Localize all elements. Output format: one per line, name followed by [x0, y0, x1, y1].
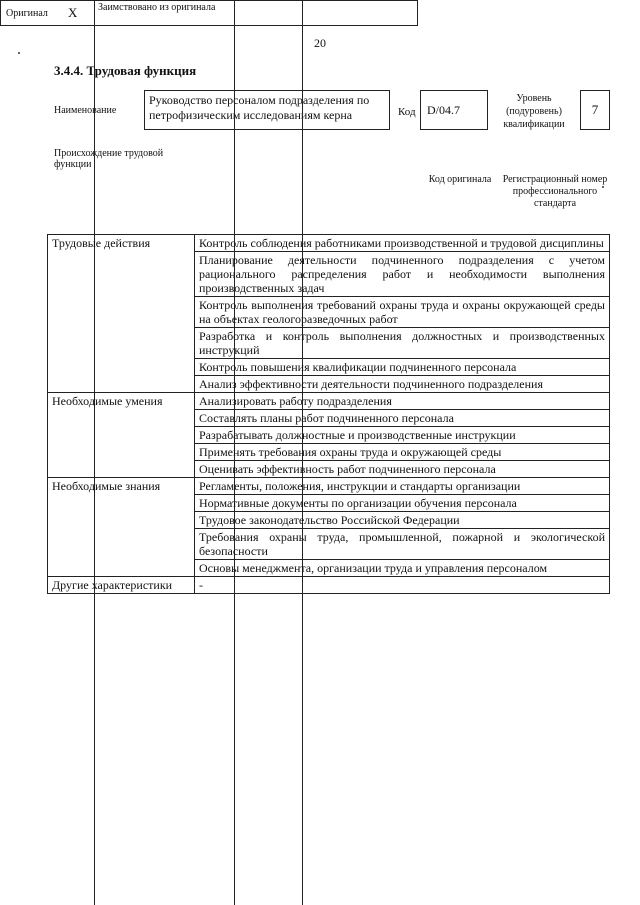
original-code-caption: Код оригинала — [428, 174, 492, 185]
item-cell: Требования охраны труда, промышленной, пожарной и экологической безопасности — [195, 529, 610, 560]
table-row — [48, 577, 610, 594]
table-row — [48, 235, 610, 252]
category-cell: Необходимые знания — [48, 478, 195, 577]
item-cell: Анализировать работу подразделения — [195, 393, 610, 410]
code-value: D/04.7 — [427, 103, 460, 117]
borrowed-label: Заимствовано из оригинала — [98, 2, 216, 13]
category-cell: Другие характеристики — [48, 577, 195, 594]
item-cell: Планирование деятельности подчиненного подразделения с учетом рационального распределения работ и необходимости выполнения производственных задач — [195, 252, 610, 297]
registration-caption: Регистрационный номер профессионального стандарта — [502, 174, 608, 209]
item-cell: - — [195, 577, 610, 594]
scan-speck — [18, 52, 20, 54]
item-cell: Контроль соблюдения работниками производственной и трудовой дисциплины — [195, 235, 610, 252]
item-cell: Применять требования охраны труда и окружающей среды — [195, 444, 610, 461]
item-cell: Нормативные документы по организации обучения персонала — [195, 495, 610, 512]
table-row — [48, 393, 610, 410]
item-cell: Трудовое законодательство Российской Федерации — [195, 512, 610, 529]
original-mark: X — [68, 5, 78, 20]
item-cell: Контроль повышения квалификации подчиненного персонала — [195, 359, 610, 376]
code-box — [420, 90, 488, 130]
item-cell: Разрабатывать должностные и производственные инструкции — [195, 427, 610, 444]
item-cell: Анализ эффективности деятельности подчиненного подразделения — [195, 376, 610, 393]
level-box — [580, 90, 610, 130]
category-cell: Необходимые умения — [48, 393, 195, 478]
origin-label: Происхождение трудовой функции — [54, 148, 164, 170]
page-number: 20 — [314, 36, 326, 50]
item-cell: Разработка и контроль выполнения должностных и производственных инструкций — [195, 328, 610, 359]
item-cell: Составлять планы работ подчиненного персонала — [195, 410, 610, 427]
original-label: Оригинал — [6, 8, 48, 19]
function-name: Руководство персоналом подразделения по петрофизическим исследованиям керна — [149, 93, 370, 122]
level-label: Уровень (подуровень) квалификации — [503, 93, 565, 130]
function-details-table — [47, 234, 610, 594]
item-cell: Контроль выполнения требований охраны труда и охраны окружающей среды на объектах геологоразведочных работ — [195, 297, 610, 328]
item-cell: Основы менеджмента, организации труда и управления персоналом — [195, 560, 610, 577]
code-label: Код — [398, 106, 416, 118]
name-label: Наименование — [54, 105, 117, 116]
table-row — [48, 478, 610, 495]
item-cell: Оценивать эффективность работ подчиненного персонала — [195, 461, 610, 478]
level-value: 7 — [591, 102, 599, 117]
item-cell: Регламенты, положения, инструкции и стандарты организации — [195, 478, 610, 495]
scan-speck — [602, 186, 604, 188]
category-cell: Трудовые действия — [48, 235, 195, 393]
section-title: 3.4.4. Трудовая функция — [54, 63, 197, 78]
origin-table — [0, 0, 418, 26]
